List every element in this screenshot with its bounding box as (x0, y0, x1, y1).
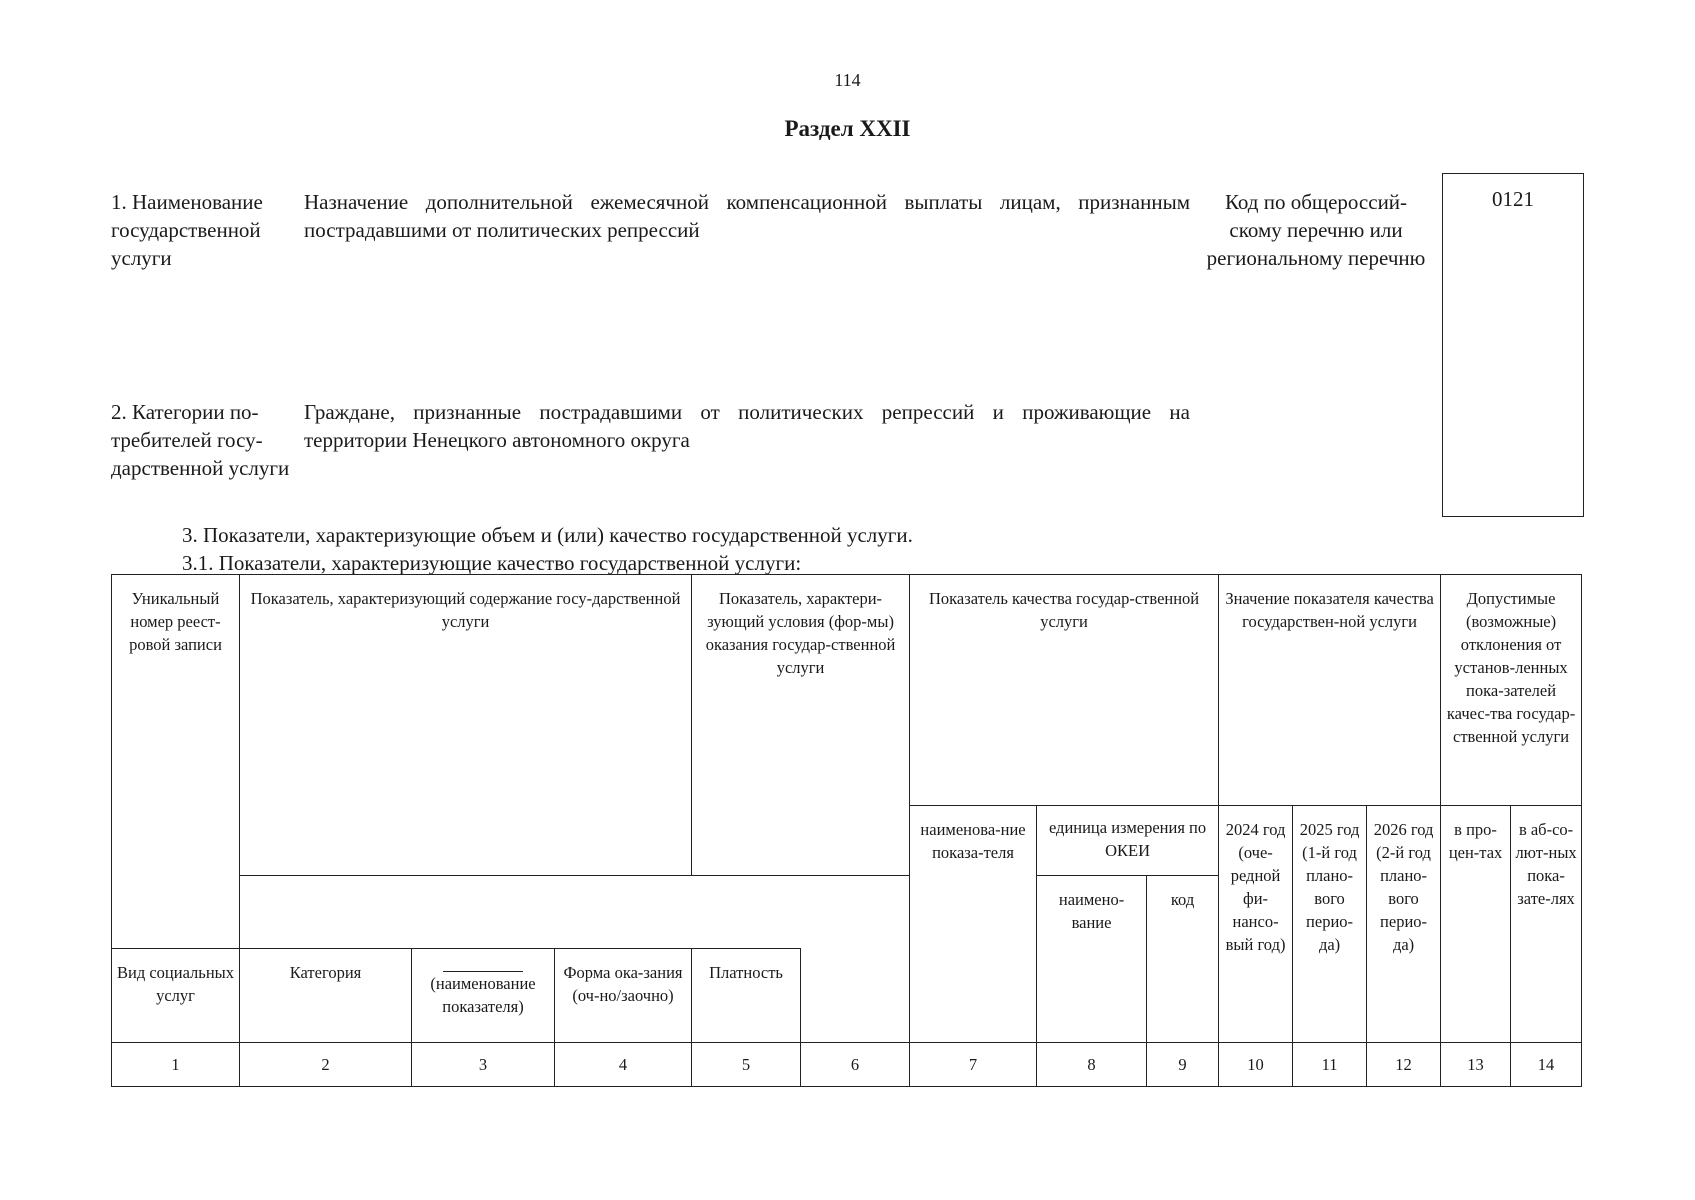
quality-indicators-table (111, 574, 1582, 1087)
column-number: 12 (1367, 1043, 1441, 1087)
column-number: 10 (1219, 1043, 1293, 1087)
header-year-2026: 2026 год (2-й год плано-вого перио-да) (1367, 806, 1441, 1043)
header-spacer (240, 876, 910, 949)
column-number: 3 (412, 1043, 555, 1087)
header-deviation-percent: в про-цен-тах (1441, 806, 1511, 1043)
header-year-2025: 2025 год (1-й год плано-вого перио-да) (1293, 806, 1367, 1043)
code-value: 0121 (1492, 187, 1534, 211)
heading-quality-indicators: 3.1. Показатели, характеризующие качество государственной услуги: (182, 551, 802, 575)
header-payment: Платность (692, 949, 801, 1043)
header-name-indicator: (наименование показателя) (430, 974, 536, 1016)
section-title: Раздел XXII (784, 116, 911, 141)
column-number: 6 (801, 1043, 910, 1087)
header-deviation-absolute: в аб-со-лют-ных пока-зате-лях (1511, 806, 1582, 1043)
header-name-indicator-cell (412, 949, 555, 1043)
header-unit-code: код (1147, 876, 1219, 1043)
column-number: 5 (692, 1043, 801, 1087)
column-number: 13 (1441, 1043, 1511, 1087)
heading-indicators: 3. Показатели, характеризующие объем и (или) качество государственной услуги. (182, 523, 913, 547)
header-category: Категория (240, 949, 412, 1043)
consumer-categories-value: Граждане, признанные пострадавшими от политических репрессий и проживающие на территории Ненецкого автономного округа (304, 400, 1190, 452)
header-okei-unit: единица измерения по ОКЕИ (1037, 806, 1219, 876)
service-name-value: Назначение дополнительной ежемесячной компенсационной выплаты лицам, признанным пострадавшими от политических репрессий (304, 190, 1190, 242)
column-number: 11 (1293, 1043, 1367, 1087)
header-service-type: Вид социальных услуг (112, 949, 240, 1043)
column-number: 4 (555, 1043, 692, 1087)
blank-line (443, 971, 523, 972)
column-number: 1 (112, 1043, 240, 1087)
header-unit-name: наимено-вание (1037, 876, 1147, 1043)
header-indicator-name: наименова-ние показа-теля (910, 806, 1037, 1043)
column-number: 7 (910, 1043, 1037, 1087)
header-year-2024: 2024 год (оче-редной фи-нансо-вый год) (1219, 806, 1293, 1043)
page-number: 114 (834, 70, 861, 90)
header-quality-indicator: Показатель качества государ-ственной услуги (910, 575, 1219, 806)
column-number: 14 (1511, 1043, 1582, 1087)
service-name-label: 1. Наименование государственной услуги (111, 190, 263, 270)
column-number: 9 (1147, 1043, 1219, 1087)
consumer-categories-label: 2. Категории по-требителей госу-дарственной услуги (111, 400, 290, 480)
header-indicator-value: Значение показателя качества государствен-ной услуги (1219, 575, 1441, 806)
header-content-indicator: Показатель, характеризующий содержание госу-дарственной услуги (240, 575, 692, 876)
column-numbers-row (112, 1043, 1582, 1087)
header-conditions-indicator: Показатель, характери-зующий условия (фор-мы) оказания государ-ственной услуги (692, 575, 910, 876)
header-form: Форма ока-зания (оч-но/заочно) (555, 949, 692, 1043)
header-unique-number: Уникальный номер реест-ровой записи (112, 575, 240, 949)
code-label: Код по общероссий-скому перечню или региональному перечню (1206, 190, 1426, 270)
column-number: 2 (240, 1043, 412, 1087)
header-allowed-deviation: Допустимые (возможные) отклонения от установ-ленных пока-зателей качес-тва государ-ственной услуги (1441, 575, 1582, 806)
column-number: 8 (1037, 1043, 1147, 1087)
code-box (1442, 173, 1584, 517)
